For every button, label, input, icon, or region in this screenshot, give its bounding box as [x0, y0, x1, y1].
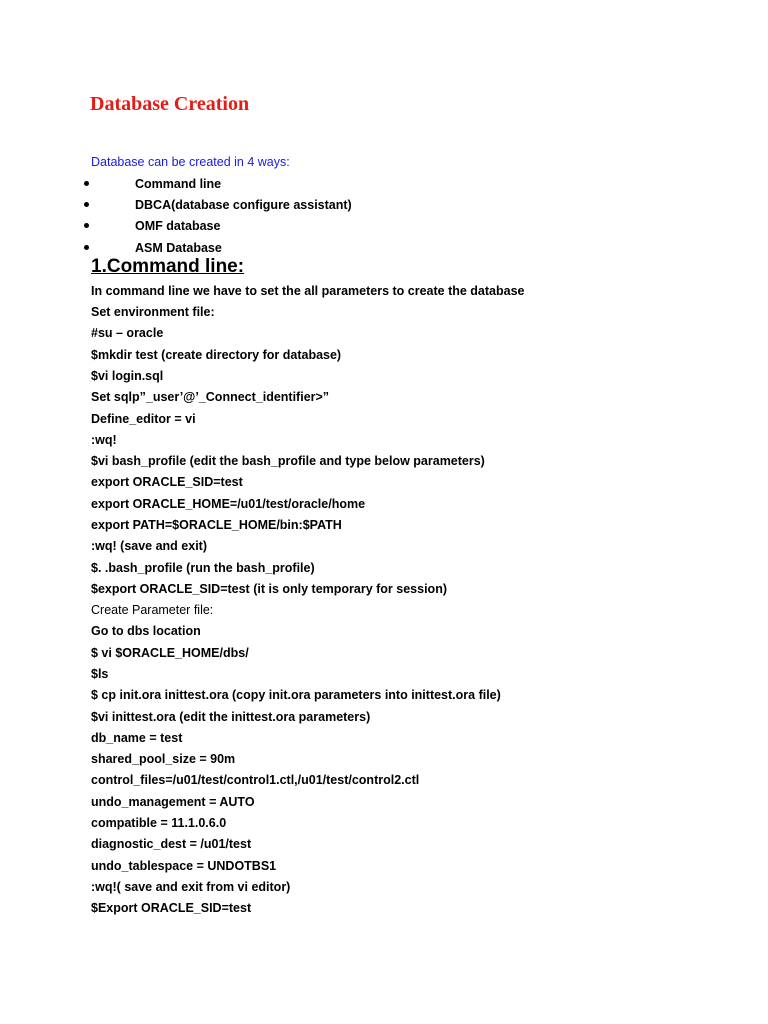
body-line: $vi bash_profile (edit the bash_profile and type below parameters)	[91, 454, 485, 468]
body-line: Define_editor = vi	[91, 412, 196, 426]
subsection-label: Create Parameter file:	[91, 603, 214, 617]
body-line: $vi inittest.ora (edit the inittest.ora parameters)	[91, 710, 371, 724]
body-line: shared_pool_size = 90m	[91, 752, 236, 766]
body-line: $export ORACLE_SID=test (it is only temporary for session)	[91, 582, 447, 596]
list-item-label: ASM Database	[135, 241, 222, 255]
body-line: diagnostic_dest = /u01/test	[91, 837, 252, 851]
body-line: $vi login.sql	[91, 369, 164, 383]
page-title: Database Creation	[90, 93, 250, 115]
body-line: $ vi $ORACLE_HOME/dbs/	[91, 646, 249, 660]
body-line: $Export ORACLE_SID=test	[91, 901, 252, 915]
list-item	[0, 176, 768, 192]
body-line: undo_management = AUTO	[91, 795, 255, 809]
section-heading: 1.Command line:	[91, 256, 245, 277]
body-line: :wq! (save and exit)	[91, 539, 207, 553]
body-line: export ORACLE_SID=test	[91, 475, 243, 489]
list-item-label: OMF database	[135, 219, 221, 233]
bullet-icon	[84, 245, 89, 250]
bullet-icon	[84, 202, 89, 207]
body-line: #su – oracle	[91, 326, 164, 340]
body-line: undo_tablespace = UNDOTBS1	[91, 859, 277, 873]
list-item	[0, 197, 768, 213]
body-line: $mkdir test (create directory for database)	[91, 348, 342, 362]
body-line: export PATH=$ORACLE_HOME/bin:$PATH	[91, 518, 342, 532]
list-item	[0, 218, 768, 234]
body-line: :wq!( save and exit from vi editor)	[91, 880, 291, 894]
body-line: Set environment file:	[91, 305, 215, 319]
body-line: :wq!	[91, 433, 117, 447]
body-line: In command line we have to set the all parameters to create the database	[91, 284, 525, 298]
body-line: control_files=/u01/test/control1.ctl,/u01/test/control2.ctl	[91, 773, 420, 787]
body-line: Go to dbs location	[91, 624, 201, 638]
body-line: $. .bash_profile (run the bash_profile)	[91, 561, 315, 575]
body-line: compatible = 11.1.0.6.0	[91, 816, 227, 830]
bullet-icon	[84, 181, 89, 186]
list-item	[0, 240, 768, 256]
body-line: Set sqlp”_user’@’_Connect_identifier>”	[91, 390, 330, 404]
bullet-icon	[84, 223, 89, 228]
intro-text: Database can be created in 4 ways:	[91, 155, 290, 169]
list-item-label: DBCA(database configure assistant)	[135, 198, 352, 212]
body-line: export ORACLE_HOME=/u01/test/oracle/home	[91, 497, 366, 511]
body-line: $ls	[91, 667, 109, 681]
body-line: $ cp init.ora inittest.ora (copy init.ora parameters into inittest.ora file)	[91, 688, 501, 702]
list-item-label: Command line	[135, 177, 222, 191]
body-line: db_name = test	[91, 731, 183, 745]
